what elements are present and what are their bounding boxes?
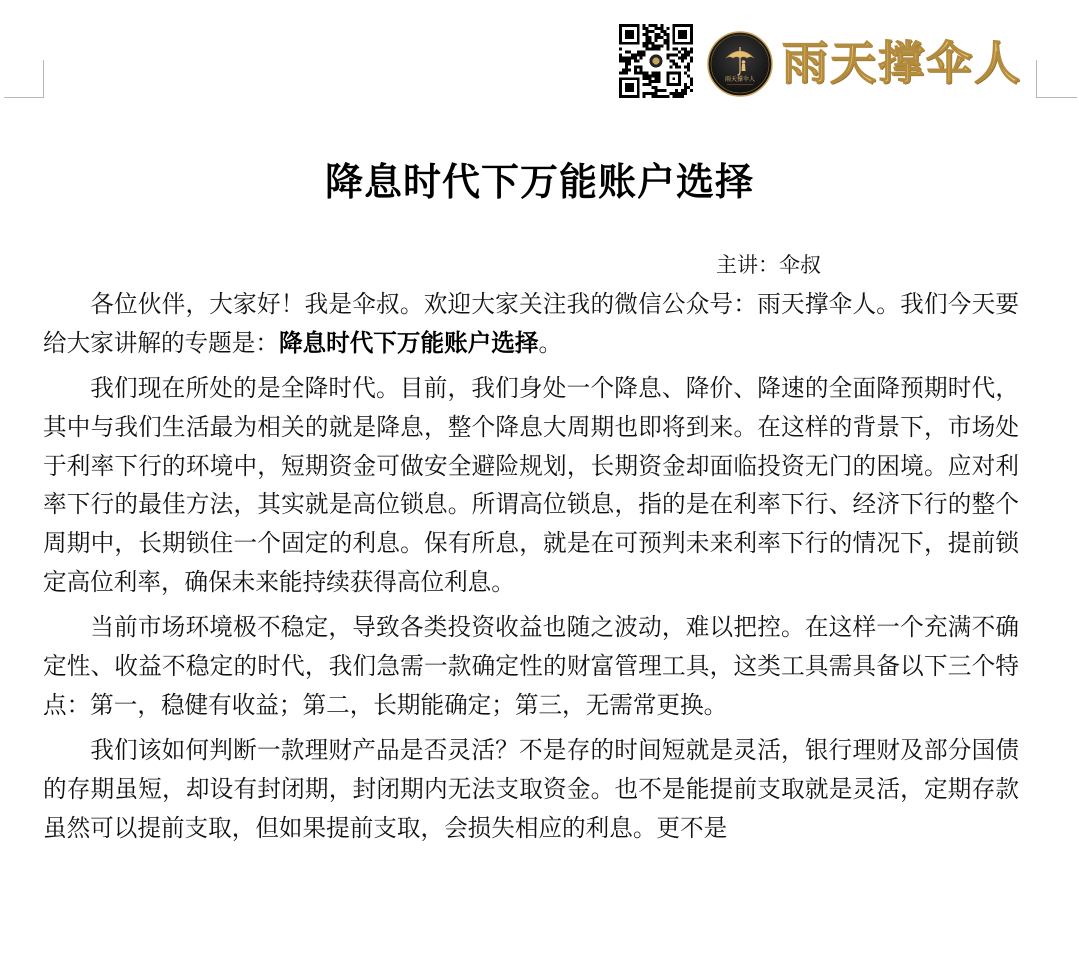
crop-mark-left <box>4 60 44 98</box>
qr-code-icon <box>619 24 693 98</box>
paragraph: 我们现在所处的是全降时代。目前，我们身处一个降息、降价、降速的全面降预期时代，其中与我们生活最为相关的就是降息，整个降息大周期也即将到来。在这样的背景下，市场处于利率下行的环境中，短期资金可做安全避险规划，长期资金却面临投资无门的困境。应对利率下行的最佳方法，其实就是高位锁息。所谓高位锁息，指的是在利率下行、经济下行的整个周期中，长期锁住一个固定的利息。保有所息，就是在可预判未来利率下行的情况下，提前锁定高位利率，确保未来能持续获得高位利息。 <box>43 374 1019 597</box>
document-body <box>43 285 1019 854</box>
crop-mark-right <box>1036 60 1077 98</box>
topic-title-emphasis: 降息时代下万能账户选择 <box>278 328 539 357</box>
paragraph: 我们该如何判断一款理财产品是否灵活？不是存的时间短就是灵活，银行理财及部分国债的存期虽短，却设有封闭期，封闭期内无法支取资金。也不是能提前支取就是灵活，定期存款虽然可以提前支取，但如果提前支取，会损失相应的利息。更不是 <box>43 736 1019 842</box>
paragraph-intro <box>43 285 1019 363</box>
paragraph: 当前市场环境极不稳定，导致各类投资收益也随之波动，难以把控。在这样一个充满不确定性、收益不稳定的时代，我们急需一款确定性的财富管理工具，这类工具需具备以下三个特点：第一，稳健有收益；第二，长期能确定；第三，无需常更换。 <box>43 613 1019 719</box>
document-title: 降息时代下万能账户选择 <box>324 160 754 204</box>
brand-name: 雨天撑伞人 <box>782 36 1022 90</box>
speaker-line: 主讲：伞叔 <box>716 253 821 277</box>
umbrella-logo-icon <box>707 31 773 97</box>
logo-lettering: 雨天撑伞人 <box>724 76 756 83</box>
paragraph-intro-text: 各位伙伴，大家好！我是伞叔。欢迎大家关注我的微信公众号：雨天撑伞人。我们今天要给大家讲解的专题是： <box>43 290 1019 357</box>
paragraph-intro-tail: 。 <box>538 328 563 357</box>
